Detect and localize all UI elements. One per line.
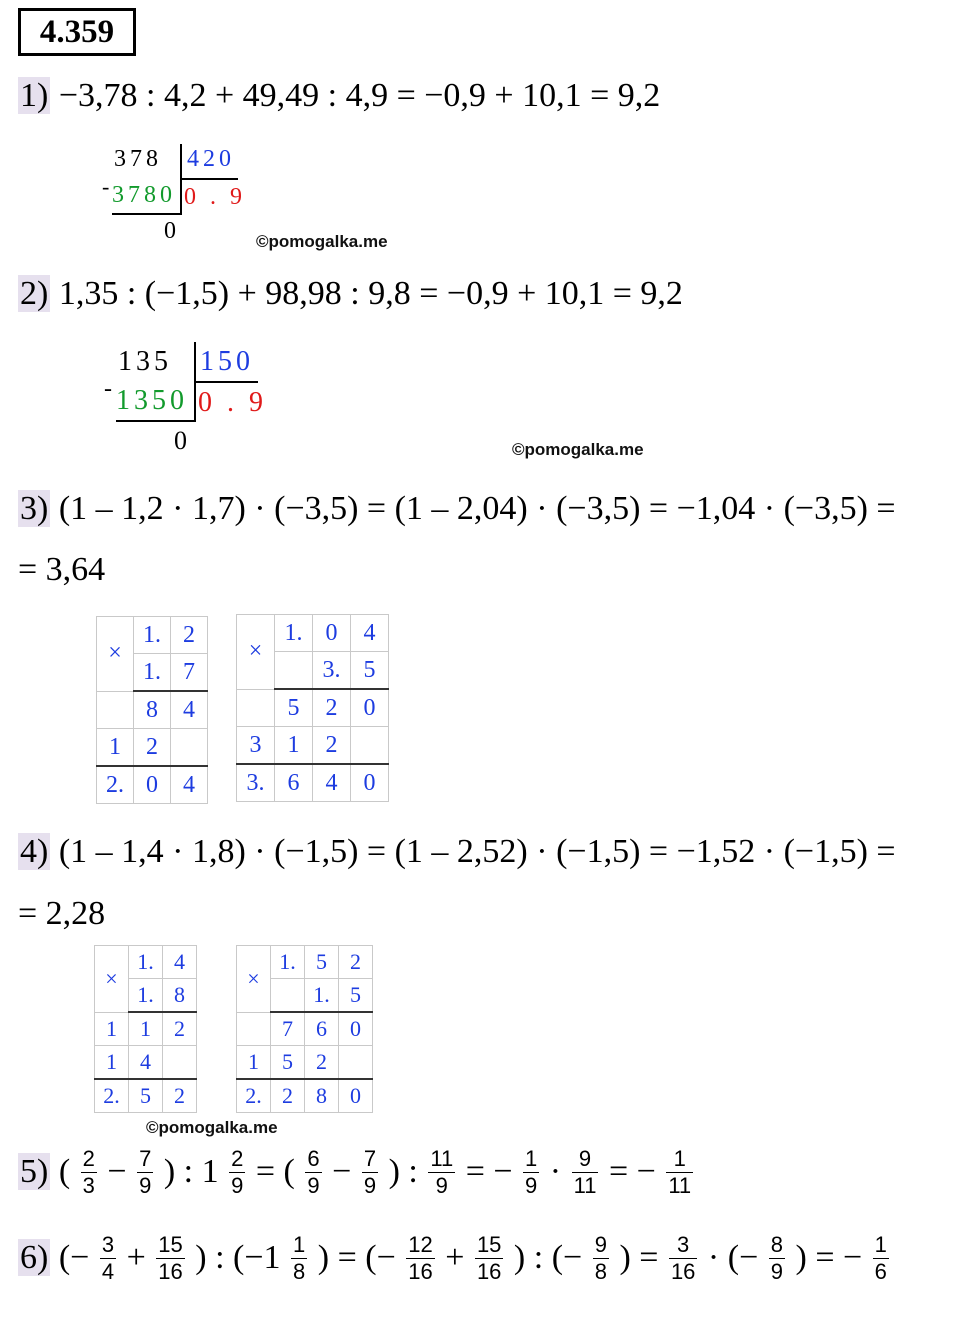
fraction [475, 1232, 503, 1285]
table-cell: 3. [237, 764, 275, 802]
numerator: 9 [594, 1231, 607, 1257]
table-row [237, 946, 373, 979]
numerator: 15 [158, 1231, 183, 1257]
table-cell: 1. [134, 654, 171, 692]
table-cell: 2 [134, 729, 171, 767]
table-cell: 5 [271, 1046, 305, 1080]
table-cell: 1 [129, 1012, 163, 1046]
divisor-underline [196, 381, 258, 383]
denominator: 9 [231, 1172, 244, 1198]
denominator: 11 [573, 1172, 597, 1198]
table-cell: 2 [313, 689, 351, 727]
subtrahend: 1350 [116, 385, 188, 416]
item-1-label: 1) [20, 77, 49, 114]
operator-text: · [541, 1153, 570, 1191]
denominator: 8 [293, 1258, 306, 1284]
table-cell [237, 689, 275, 727]
table-cell: 5 [305, 946, 339, 979]
quotient: 0 . 9 [184, 184, 246, 210]
remainder: 0 [174, 426, 187, 455]
table-cell: 2. [237, 1079, 271, 1113]
denominator: 9 [770, 1258, 783, 1284]
operator-text: · (− [699, 1239, 767, 1277]
table-row [97, 617, 208, 654]
table-cell: 2. [97, 766, 134, 804]
denominator: 16 [408, 1258, 433, 1284]
numerator: 9 [572, 1146, 599, 1173]
fraction [593, 1232, 609, 1285]
table-cell [97, 691, 134, 729]
table-cell: 5 [339, 979, 373, 1013]
table-cell: 7 [171, 654, 208, 692]
fraction [156, 1232, 184, 1285]
table-row [95, 1012, 197, 1046]
operator-text: ) = [610, 1239, 667, 1277]
operator-text: − [98, 1153, 136, 1191]
numerator: 1 [293, 1231, 306, 1257]
operator-text: ) : [380, 1153, 427, 1191]
operator-text: = − [600, 1153, 665, 1191]
item-4 [18, 832, 896, 872]
fraction [291, 1232, 307, 1285]
table-row [237, 1046, 373, 1080]
table-cell: 0 [351, 764, 389, 802]
numerator: 7 [363, 1145, 377, 1171]
table-cell: 0 [339, 1079, 373, 1113]
table-cell: 0 [313, 615, 351, 652]
table-cell: 0 [134, 766, 171, 804]
numerator: 8 [770, 1231, 783, 1257]
table-cell: 6 [305, 1012, 339, 1046]
table-cell: 8 [305, 1079, 339, 1113]
numerator: 1 [666, 1146, 693, 1173]
table-cell: 4 [171, 766, 208, 804]
table-row [95, 1079, 197, 1113]
times-sign: × [237, 615, 275, 690]
table-cell: 8 [134, 691, 171, 729]
item-5 [18, 1142, 695, 1202]
table-cell: 1 [237, 1046, 271, 1080]
multiplication-table-1-4x1-8 [94, 945, 197, 1113]
table-cell [171, 729, 208, 767]
table-cell: 2 [163, 1012, 197, 1046]
item-4-label: 4) [20, 833, 49, 870]
numerator: 1 [525, 1145, 538, 1171]
table-row [97, 691, 208, 729]
problem-number: 4.359 [18, 8, 136, 56]
numerator: 3 [669, 1232, 697, 1259]
item-4-result: = 2,28 [18, 895, 106, 932]
numerator: 2 [82, 1145, 95, 1171]
fraction [428, 1146, 455, 1199]
fraction [873, 1232, 889, 1285]
numerator: 1 [874, 1231, 887, 1257]
table-cell: 2 [171, 617, 208, 654]
operator-text: + [118, 1239, 155, 1277]
table-cell: 1. [275, 615, 313, 652]
fraction [666, 1146, 693, 1199]
denominator: 6 [874, 1258, 887, 1284]
table-cell: 1. [129, 946, 163, 979]
divisor-underline [182, 178, 238, 180]
table-cell: 2 [313, 727, 351, 765]
fraction [523, 1146, 539, 1199]
operator-text: ) = (− [309, 1239, 405, 1277]
item-3-expression: (1 – 1,2 · 1,7) · (−3,5) = (1 – 2,04) · (−3,5) = −1,04 · (−3,5) = [50, 490, 896, 527]
fraction [406, 1232, 434, 1285]
denominator: 4 [101, 1258, 115, 1284]
table-row [95, 1046, 197, 1080]
multiplication-table-1-52x1-5 [236, 945, 373, 1113]
table-cell: 3. [313, 652, 351, 690]
table-cell: 0 [339, 1012, 373, 1046]
table-cell: 7 [271, 1012, 305, 1046]
numerator: 12 [408, 1231, 433, 1257]
multiplication-table-1-2x1-7 [96, 616, 208, 804]
denominator: 9 [363, 1172, 377, 1198]
table-cell: 2 [305, 1046, 339, 1080]
fraction [100, 1232, 116, 1285]
table-cell: 2. [95, 1079, 129, 1113]
table-row [237, 1079, 373, 1113]
table-row [237, 1012, 373, 1046]
operator-text: ) : (− [505, 1239, 591, 1277]
item-2 [18, 274, 683, 314]
remainder: 0 [164, 218, 176, 244]
table-cell: 3 [237, 727, 275, 765]
table-cell [163, 1046, 197, 1080]
operator-text: ( [58, 1153, 79, 1191]
table-cell: 8 [163, 979, 197, 1013]
watermark: ©pomogalka.me [146, 1118, 278, 1137]
item-5-expression [58, 1145, 695, 1198]
table-cell: 1. [305, 979, 339, 1013]
item-1 [18, 76, 660, 116]
fraction [769, 1232, 785, 1285]
times-sign: × [95, 946, 129, 1013]
table-cell: 4 [313, 764, 351, 802]
item-4-expression: (1 – 1,4 · 1,8) · (−1,5) = (1 – 2,52) · (−1,5) = −1,52 · (−1,5) = [50, 833, 896, 870]
table-cell: 5 [129, 1079, 163, 1113]
dividend: 378 [114, 146, 162, 172]
table-row [97, 766, 208, 804]
subtrahend: 3780 [112, 182, 176, 208]
denominator: 9 [525, 1172, 538, 1198]
table-cell: 4 [171, 691, 208, 729]
table-cell: 1 [275, 727, 313, 765]
fraction [305, 1146, 321, 1199]
denominator: 3 [82, 1172, 95, 1198]
operator-text: ) = − [787, 1239, 871, 1277]
numerator: 7 [139, 1145, 152, 1171]
table-row [237, 764, 389, 802]
table-cell: 4 [129, 1046, 163, 1080]
table-row [237, 689, 389, 727]
table-cell: 6 [275, 764, 313, 802]
table-cell [237, 1012, 271, 1046]
table-cell: 2 [271, 1079, 305, 1113]
table-cell: 1. [129, 979, 163, 1013]
table-cell: 4 [163, 946, 197, 979]
denominator: 9 [435, 1172, 448, 1198]
minus-sign: - [104, 376, 112, 402]
denominator: 16 [670, 1258, 696, 1284]
table-row [237, 727, 389, 765]
dividend: 135 [118, 346, 172, 377]
numerator: 15 [476, 1231, 502, 1257]
table-cell: 1 [97, 729, 134, 767]
fraction [81, 1146, 97, 1199]
item-2-label: 2) [20, 275, 49, 312]
table-cell: 5 [351, 652, 389, 690]
multiplication-table-1-04x3-5 [236, 614, 389, 802]
table-cell: 4 [351, 615, 389, 652]
item-3-label: 3) [20, 490, 49, 527]
table-cell: 1. [134, 617, 171, 654]
table-row [95, 946, 197, 979]
operator-text: = ( [247, 1153, 304, 1191]
denominator: 9 [307, 1172, 320, 1198]
minus-sign: - [102, 174, 110, 199]
long-division-1 [100, 140, 260, 250]
denominator: 16 [476, 1258, 502, 1284]
table-row [237, 615, 389, 652]
operator-text: ) : (−1 [186, 1239, 290, 1277]
table-cell: 1 [95, 1012, 129, 1046]
long-division-2 [102, 340, 272, 460]
quotient: 0 . 9 [198, 387, 267, 418]
table-cell: 1 [95, 1046, 129, 1080]
divisor: 420 [187, 146, 235, 172]
item-5-label: 5) [20, 1153, 49, 1191]
operator-text: ) [155, 1153, 184, 1191]
divisor: 150 [200, 346, 254, 377]
operator-text: + [436, 1239, 473, 1277]
denominator: 11 [668, 1172, 692, 1198]
item-6-expression [58, 1231, 891, 1284]
item-1-expression: −3,78 : 4,2 + 49,49 : 4,9 = −0,9 + 10,1 = 9,2 [50, 77, 661, 114]
table-row [97, 729, 208, 767]
numerator: 3 [101, 1231, 115, 1257]
table-cell [275, 652, 313, 690]
item-3-result: = 3,64 [18, 551, 106, 588]
denominator: 9 [139, 1172, 152, 1198]
numerator: 2 [231, 1145, 244, 1171]
operator-text: (− [58, 1239, 98, 1277]
fraction [229, 1146, 245, 1199]
watermark: ©pomogalka.me [512, 440, 644, 459]
operator-text: − [323, 1153, 360, 1191]
table-cell: 5 [275, 689, 313, 727]
subtraction-line [116, 420, 196, 422]
operator-text: : 1 [183, 1153, 228, 1191]
item-3 [18, 489, 896, 529]
table-cell [351, 727, 389, 765]
item-6-label: 6) [20, 1239, 49, 1277]
table-cell: 0 [351, 689, 389, 727]
table-cell: 1. [271, 946, 305, 979]
item-2-expression: 1,35 : (−1,5) + 98,98 : 9,8 = −0,9 + 10,1 = 9,2 [50, 275, 683, 312]
fraction [572, 1146, 599, 1199]
numerator: 6 [307, 1145, 320, 1171]
times-sign: × [97, 617, 134, 692]
table-cell [271, 979, 305, 1013]
item-6 [18, 1228, 891, 1290]
operator-text: = − [457, 1153, 522, 1191]
denominator: 8 [594, 1258, 607, 1284]
numerator: 11 [430, 1145, 454, 1171]
subtraction-line [112, 213, 182, 215]
table-cell: 2 [339, 946, 373, 979]
watermark: ©pomogalka.me [256, 232, 388, 251]
table-cell: 2 [163, 1079, 197, 1113]
table-cell [339, 1046, 373, 1080]
fraction [669, 1232, 697, 1285]
denominator: 16 [158, 1258, 183, 1284]
times-sign: × [237, 946, 271, 1013]
fraction [362, 1146, 378, 1199]
fraction [137, 1146, 153, 1199]
